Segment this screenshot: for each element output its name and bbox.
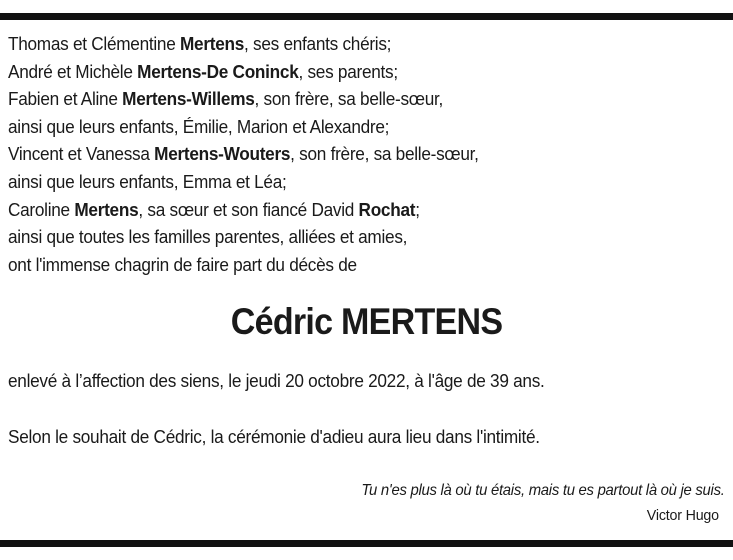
quote-author: Victor Hugo [646,507,719,524]
family-line [8,168,678,196]
family-line [8,85,678,113]
family-text: Caroline [8,198,75,220]
top-border-rule [0,13,733,20]
family-text: ainsi que toutes les familles parentes, alliées et amies, [8,226,408,248]
family-name-bold: Mertens [74,198,139,220]
family-name-bold: Mertens-De Coninck [137,60,299,82]
family-line [8,196,678,224]
family-line [8,223,678,251]
memorial-quote: Tu n'es plus là où tu étais, mais tu es partout là où je suis. [361,482,725,499]
death-notice-text: enlevé à l’affection des siens, le jeudi 20 octobre 2022, à l'âge de 39 ans. [8,370,545,391]
deceased-name: Cédric MERTENS [230,301,503,342]
family-text: , sa sœur et son fiancé David [138,198,359,220]
family-text: , son frère, sa belle-sœur, [290,143,479,165]
bottom-border-rule [0,540,733,547]
family-text: Thomas et Clémentine [8,33,181,54]
family-text: , ses enfants chéris; [244,33,392,54]
family-text: ont l'immense chagrin de faire part du décès de [8,253,357,275]
family-line [8,251,678,279]
family-text: André et Michèle [8,60,138,82]
family-text: ainsi que leurs enfants, Emma et Léa; [8,170,287,192]
family-text: ; [415,198,420,220]
family-text: Fabien et Aline [8,88,123,110]
family-name-bold: Mertens-Willems [122,88,255,110]
family-name-bold: Mertens-Wouters [154,143,291,165]
family-text: Vincent et Vanessa [8,143,155,165]
family-line [8,58,678,86]
deceased-name-heading [0,300,733,344]
family-line [8,30,678,58]
family-line [8,140,678,168]
ceremony-notice-text: Selon le souhait de Cédric, la cérémonie d'adieu aura lieu dans l'intimité. [8,426,540,447]
family-text: , ses parents; [298,60,398,82]
family-text: ainsi que leurs enfants, Émilie, Marion et Alexandre; [8,115,390,137]
family-name-bold: Rochat [358,198,416,220]
family-list [8,30,678,278]
family-name-bold: Mertens [180,33,245,54]
family-line [8,113,678,141]
family-text: , son frère, sa belle-sœur, [254,88,444,110]
